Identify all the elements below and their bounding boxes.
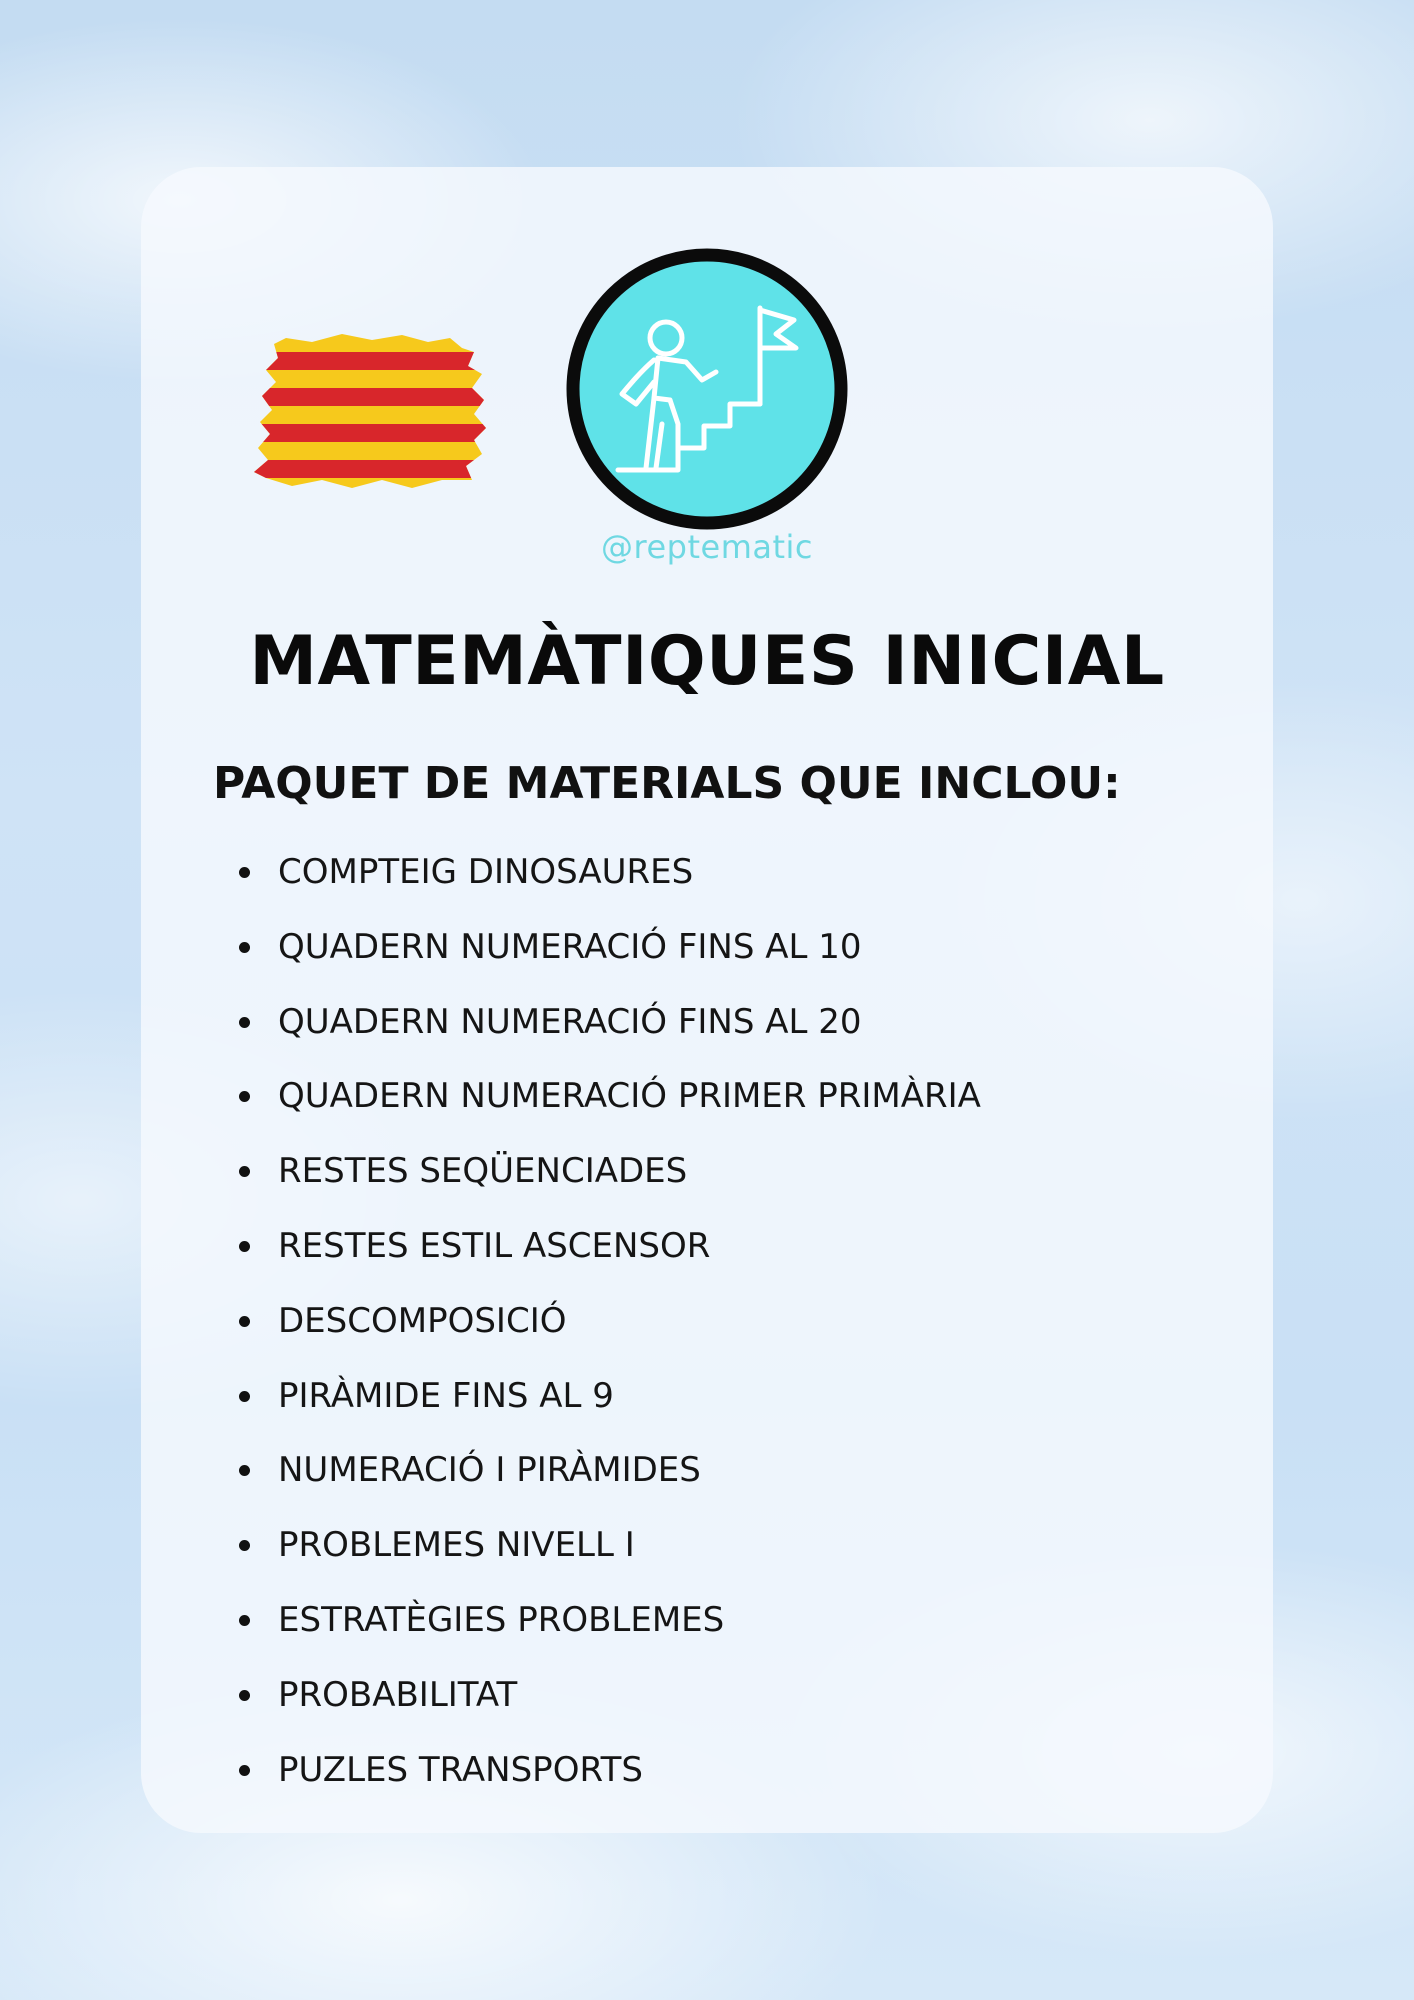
list-item: ESTRATÈGIES PROBLEMES <box>236 1590 981 1665</box>
list-item: NUMERACIÓ I PIRÀMIDES <box>236 1440 981 1515</box>
list-item: RESTES SEQÜENCIADES <box>236 1141 981 1216</box>
list-item: PUZLES TRANSPORTS <box>236 1740 981 1815</box>
catalan-flag-icon <box>252 330 488 492</box>
list-item: PROBLEMES NIVELL I <box>236 1515 981 1590</box>
list-item: DESCOMPOSICIÓ <box>236 1291 981 1366</box>
list-item: PIRÀMIDE FINS AL 9 <box>236 1366 981 1441</box>
list-item: QUADERN NUMERACIÓ FINS AL 10 <box>236 917 981 992</box>
materials-list <box>236 842 981 1814</box>
page-title: MATEMÀTIQUES INICIAL <box>249 622 1165 701</box>
list-item: COMPTEIG DINOSAURES <box>236 842 981 917</box>
brand-handle: @reptematic <box>601 528 813 566</box>
list-item: QUADERN NUMERACIÓ PRIMER PRIMÀRIA <box>236 1066 981 1141</box>
list-heading: PAQUET DE MATERIALS QUE INCLOU: <box>213 758 1121 809</box>
list-item: PROBABILITAT <box>236 1665 981 1740</box>
list-item: QUADERN NUMERACIÓ FINS AL 20 <box>236 992 981 1067</box>
list-item: RESTES ESTIL ASCENSOR <box>236 1216 981 1291</box>
stairs-climber-flag-icon <box>566 248 848 530</box>
